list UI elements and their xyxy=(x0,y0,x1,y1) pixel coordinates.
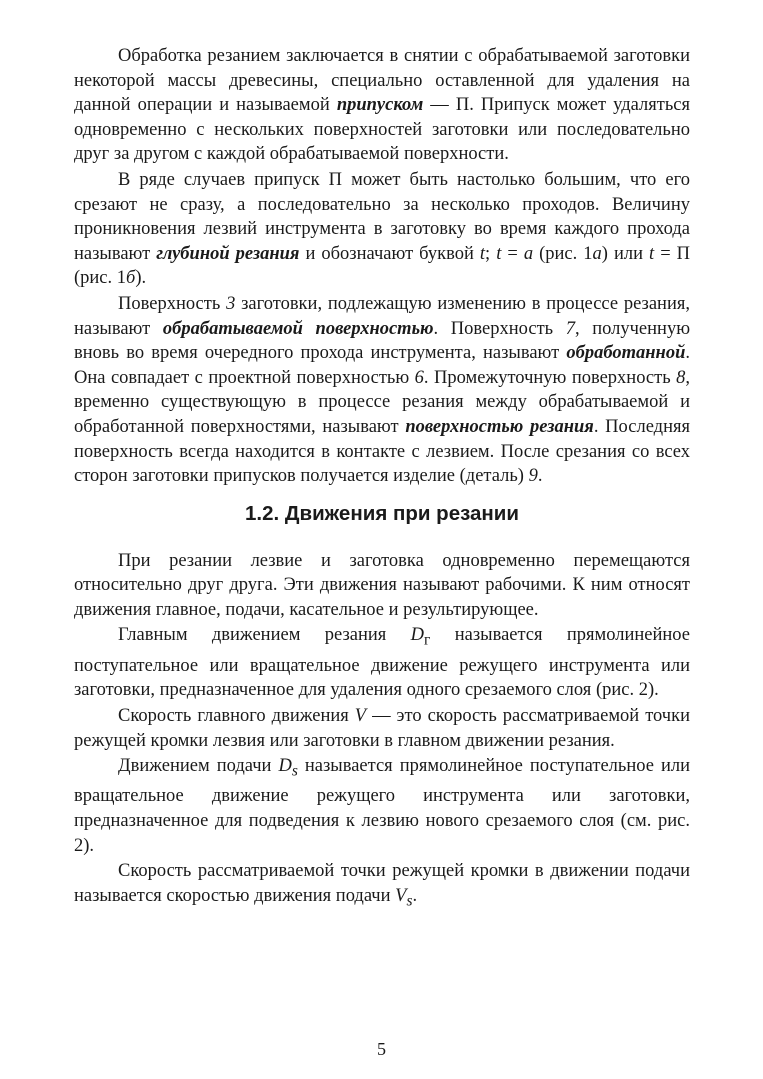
paragraph-feed-speed xyxy=(74,859,690,914)
text: заготовки, подлежащую изменению в процессе резания, называют xyxy=(74,293,690,339)
subscript: г xyxy=(424,632,431,650)
text: — П. Припуск может удаляться одновременно с нескольких поверхностей заготовки или последовательно друг за другом с каждой обрабатываемой поверхности. xyxy=(74,95,691,165)
text: ; xyxy=(485,243,497,264)
text: называется прямолинейное поступательное или вращательное движение режущего инструмента или заготовки, предназначенное для подведения к лезвию нового срезаемого слоя (см. рис. 2). xyxy=(74,756,690,856)
text: и обозначают буквой xyxy=(299,243,480,264)
text: Скорость главного движения xyxy=(118,705,355,726)
figure-ref-a: а xyxy=(592,243,602,264)
subscript: s xyxy=(406,892,413,910)
paragraph-main-motion xyxy=(74,623,690,702)
figure-ref-b: б xyxy=(126,268,136,289)
term-work-surface: обрабатываемой поверхностью xyxy=(162,318,434,339)
symbol-D: D xyxy=(410,625,425,646)
ref-number: 7 xyxy=(565,318,575,339)
paragraph-working-motions: При резании лезвие и заготовка одновременно перемещаются относительно друг друга. Эти движения называют рабочими. К ним относят движения главное, подачи, касательное и результирующее. xyxy=(74,550,690,620)
text: . Последняя поверхность всегда находится в контакте с лезвием. После срезания со всех сторон заготовки припусков получается изделие (деталь) xyxy=(74,416,690,487)
symbol-t: t xyxy=(479,243,486,264)
text: ) или xyxy=(601,243,650,264)
term-cutting-depth: глубиной резания xyxy=(156,243,300,264)
ref-number: 6 xyxy=(414,367,424,388)
ref-number: 3 xyxy=(226,293,236,314)
text: , полученную вновь во время очередного прохода инструмента, называют xyxy=(74,318,691,364)
text: . Промежуточную поверхность xyxy=(423,367,677,388)
paragraph-main-speed xyxy=(74,704,690,753)
text: . Она совпадает с проектной поверхностью xyxy=(74,343,690,388)
page-number: 5 xyxy=(377,1039,386,1059)
term-allowance: припуском xyxy=(336,95,424,116)
text: . xyxy=(412,885,418,906)
text: Скорость рассматриваемой точки режущей кромки в движении подачи называется скоростью движения подачи xyxy=(74,861,690,906)
term-machined-surface: обработанной xyxy=(566,343,686,364)
symbol-D: D xyxy=(278,756,292,777)
symbol-t: t xyxy=(649,243,655,264)
text: = П (рис. 1 xyxy=(74,243,691,289)
text: ). xyxy=(135,268,147,289)
symbol-V: V xyxy=(354,705,367,726)
text: Обработка резанием заключается в снятии с обрабатываемой заготовки некоторой массы древесины, специально оставленной для удаления на данной операции и называемой xyxy=(74,46,690,116)
text: . xyxy=(537,466,543,487)
text: Движением подачи xyxy=(118,756,279,777)
text: Поверхность xyxy=(118,293,227,314)
paragraph-feed-motion xyxy=(74,754,690,858)
text: — это скорость рассматриваемой точки режущей кромки лезвия или заготовки в главном движении резания. xyxy=(74,705,690,751)
symbol-V: V xyxy=(395,885,407,906)
text: = xyxy=(501,243,524,264)
symbol-a: a xyxy=(523,243,534,264)
text: В ряде случаев припуск П может быть настолько большим, что его срезают не сразу, а последовательно за несколько проходов. Величину проникновения лезвий инструмента в заготовку во время каждого прохода называют xyxy=(74,169,690,264)
text: Главным движением резания xyxy=(118,625,411,646)
page-content xyxy=(74,44,690,915)
text: , временно существующую в процессе резания между обрабатываемой и обработанной поверхностями, называют xyxy=(74,367,691,437)
section-heading: 1.2. Движения при резании xyxy=(244,501,520,525)
subscript: s xyxy=(291,762,298,780)
text: (рис. 1 xyxy=(533,243,593,264)
symbol-t: t xyxy=(496,243,502,264)
text: . Поверхность xyxy=(433,318,566,339)
ref-number: 8 xyxy=(676,367,686,388)
text: называется прямолинейное поступательное или вращательное движение режущего инструмента или заготовки, предназначенное для удаления одного срезаемого слоя (рис. 2). xyxy=(74,625,690,701)
paragraph-machining-allowance xyxy=(74,44,690,167)
term-cutting-surface: поверхностью резания xyxy=(405,416,594,437)
paragraph-cutting-depth xyxy=(74,168,690,291)
paragraph-surfaces xyxy=(74,292,690,489)
ref-number: 9 xyxy=(528,466,538,487)
